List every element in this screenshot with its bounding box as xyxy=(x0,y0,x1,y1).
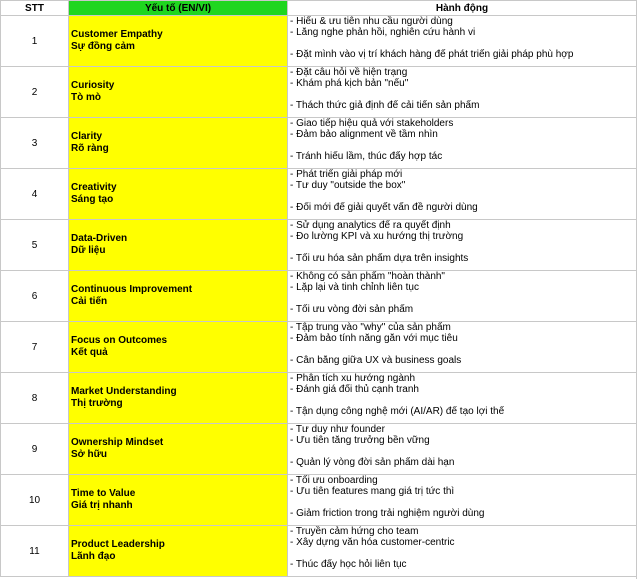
action-line-3: - Tận dụng công nghệ mới (AI/AR) để tạo lợi thế xyxy=(290,406,505,418)
factor-en: Creativity xyxy=(71,182,117,193)
cell-actions[interactable] xyxy=(288,475,637,526)
action-line-1: - Tối ưu onboarding xyxy=(290,475,378,486)
factor-vi: Lãnh đạo xyxy=(71,551,116,562)
cell-stt[interactable]: 10 xyxy=(1,475,69,526)
action-line-2: - Lắng nghe phản hồi, nghiên cứu hành vi xyxy=(290,27,476,39)
action-line-1: - Hiểu & ưu tiên nhu cầu người dùng xyxy=(290,16,453,27)
action-line-2: - Đo lường KPI và xu hướng thị trường xyxy=(290,231,464,243)
action-line-1: - Giao tiếp hiệu quả với stakeholders xyxy=(290,118,454,129)
cell-stt[interactable]: 2 xyxy=(1,67,69,118)
action-line-2: - Ưu tiên tăng trưởng bền vững xyxy=(290,435,430,447)
cell-actions[interactable] xyxy=(288,118,637,169)
factor-vi: Sự đồng cảm xyxy=(71,41,135,52)
cell-actions[interactable] xyxy=(288,220,637,271)
header-stt[interactable]: STT xyxy=(1,1,69,16)
action-line-3: - Cân bằng giữa UX và business goals xyxy=(290,355,462,367)
action-line-1: - Đặt câu hỏi về hiện trạng xyxy=(290,67,408,78)
action-line-1: - Truyền cảm hứng cho team xyxy=(290,526,419,537)
cell-factor[interactable] xyxy=(69,322,288,373)
table-row xyxy=(1,16,637,67)
factor-en: Product Leadership xyxy=(71,539,165,550)
factor-en: Focus on Outcomes xyxy=(71,335,168,346)
table-row xyxy=(1,322,637,373)
cell-stt[interactable]: 8 xyxy=(1,373,69,424)
cell-factor[interactable] xyxy=(69,373,288,424)
header-factor[interactable]: Yếu tố (EN/VI) xyxy=(69,1,288,16)
factor-en: Market Understanding xyxy=(71,386,177,397)
cell-stt[interactable]: 9 xyxy=(1,424,69,475)
cell-stt[interactable]: 7 xyxy=(1,322,69,373)
cell-actions[interactable] xyxy=(288,16,637,67)
factor-vi: Kết quả xyxy=(71,347,108,358)
cell-actions[interactable] xyxy=(288,271,637,322)
cell-factor[interactable] xyxy=(69,16,288,67)
table-row xyxy=(1,220,637,271)
factor-en: Data-Driven xyxy=(71,233,128,244)
action-line-1: - Tập trung vào "why" của sản phẩm xyxy=(290,322,451,333)
table-body xyxy=(1,16,637,577)
cell-actions[interactable] xyxy=(288,322,637,373)
header-row xyxy=(1,1,637,16)
action-line-2: - Xây dựng văn hóa customer-centric xyxy=(290,537,455,549)
factor-vi: Dữ liệu xyxy=(71,245,106,256)
action-line-3: - Tối ưu hóa sản phẩm dựa trên insights xyxy=(290,253,469,265)
cell-stt[interactable]: 5 xyxy=(1,220,69,271)
factor-en: Curiosity xyxy=(71,80,115,91)
action-line-2: - Ưu tiên features mang giá trị tức thì xyxy=(290,486,455,498)
cell-actions[interactable] xyxy=(288,526,637,577)
factor-en: Continuous Improvement xyxy=(71,284,193,295)
action-line-2: - Tư duy "outside the box" xyxy=(290,180,406,192)
action-line-3: - Tránh hiểu lầm, thúc đẩy hợp tác xyxy=(290,151,443,163)
table-row xyxy=(1,373,637,424)
cell-factor[interactable] xyxy=(69,424,288,475)
cell-actions[interactable] xyxy=(288,169,637,220)
action-line-3: - Đặt mình vào vị trí khách hàng để phát triển giải pháp phù hợp xyxy=(290,49,574,61)
factor-vi: Tò mò xyxy=(71,92,101,103)
header-actions[interactable]: Hành động xyxy=(288,1,637,16)
cell-factor[interactable] xyxy=(69,220,288,271)
table-row xyxy=(1,424,637,475)
factor-vi: Giá trị nhanh xyxy=(71,500,133,511)
table-row xyxy=(1,118,637,169)
action-line-3: - Tối ưu vòng đời sản phẩm xyxy=(290,304,414,316)
action-line-1: - Tư duy như founder xyxy=(290,424,385,435)
factor-en: Customer Empathy xyxy=(71,29,163,40)
cell-factor[interactable] xyxy=(69,118,288,169)
action-line-1: - Sử dụng analytics để ra quyết định xyxy=(290,220,451,231)
factor-vi: Sở hữu xyxy=(71,449,108,460)
factor-en: Time to Value xyxy=(71,488,136,499)
factor-vi: Thị trường xyxy=(71,398,123,409)
table-row xyxy=(1,475,637,526)
action-line-2: - Đảm bảo alignment về tầm nhìn xyxy=(290,129,438,141)
table-row xyxy=(1,169,637,220)
cell-stt[interactable]: 4 xyxy=(1,169,69,220)
cell-stt[interactable]: 3 xyxy=(1,118,69,169)
cell-stt[interactable]: 1 xyxy=(1,16,69,67)
cell-factor[interactable] xyxy=(69,67,288,118)
cell-factor[interactable] xyxy=(69,271,288,322)
action-line-1: - Phân tích xu hướng ngành xyxy=(290,373,415,384)
cell-actions[interactable] xyxy=(288,67,637,118)
factor-vi: Sáng tạo xyxy=(71,194,114,205)
action-line-3: - Thách thức giả định để cải tiến sản phẩm xyxy=(290,100,480,112)
action-line-2: - Đánh giá đối thủ cạnh tranh xyxy=(290,384,419,396)
action-line-3: - Đổi mới để giải quyết vấn đề người dùng xyxy=(290,202,478,214)
action-line-3: - Quản lý vòng đời sản phẩm dài hạn xyxy=(290,457,455,469)
action-line-3: - Giảm friction trong trải nghiệm người dùng xyxy=(290,508,485,520)
action-line-1: - Không có sản phẩm "hoàn thành" xyxy=(290,271,445,282)
cell-actions[interactable] xyxy=(288,373,637,424)
cell-factor[interactable] xyxy=(69,526,288,577)
cell-actions[interactable] xyxy=(288,424,637,475)
cell-factor[interactable] xyxy=(69,475,288,526)
factor-vi: Cải tiến xyxy=(71,296,108,307)
table-row xyxy=(1,67,637,118)
table-row xyxy=(1,271,637,322)
cell-stt[interactable]: 11 xyxy=(1,526,69,577)
factor-en: Ownership Mindset xyxy=(71,437,164,448)
factor-en: Clarity xyxy=(71,131,103,142)
table-row xyxy=(1,526,637,577)
cell-factor[interactable] xyxy=(69,169,288,220)
action-line-2: - Khám phá kịch bản "nếu" xyxy=(290,78,409,90)
factor-vi: Rõ ràng xyxy=(71,143,109,154)
cell-stt[interactable]: 6 xyxy=(1,271,69,322)
action-line-3: - Thúc đẩy học hỏi liên tục xyxy=(290,559,407,571)
action-line-2: - Lặp lại và tinh chỉnh liên tục xyxy=(290,282,419,294)
action-line-1: - Phát triển giải pháp mới xyxy=(290,169,403,180)
action-line-2: - Đảm bảo tính năng gắn với mục tiêu xyxy=(290,333,458,345)
